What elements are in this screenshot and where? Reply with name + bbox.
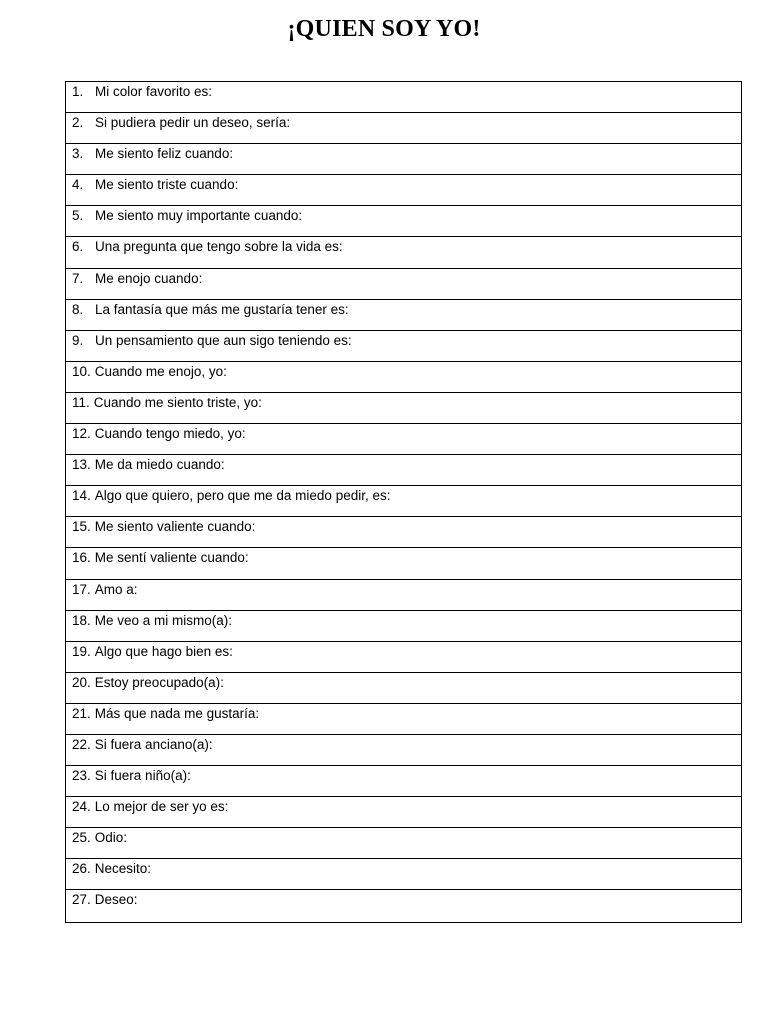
question-row[interactable] [66, 673, 741, 704]
question-text: Si fuera anciano(a): [94, 736, 213, 752]
question-number: 14. [72, 488, 91, 504]
question-text: Un pensamiento que aun sigo teniendo es: [95, 332, 352, 348]
question-text: Me siento valiente cuando: [94, 519, 256, 535]
question-text: Me siento triste cuando: [95, 177, 239, 193]
question-number: 21. [72, 705, 91, 721]
question-text: La fantasía que más me gustaría tener es: [95, 301, 349, 317]
question-row[interactable] [66, 828, 741, 859]
question-number: 4. [72, 177, 84, 193]
question-number: 11. [72, 394, 90, 410]
question-row[interactable] [66, 642, 741, 673]
question-text: Cuando me siento triste, yo: [93, 394, 262, 410]
question-number: 18. [72, 612, 91, 628]
question-text: Odio: [94, 830, 128, 846]
question-number: 3. [72, 146, 84, 162]
question-row[interactable] [66, 175, 741, 206]
question-text: Me siento muy importante cuando: [95, 208, 303, 224]
question-text: Me siento feliz cuando: [95, 146, 234, 162]
question-row[interactable] [66, 362, 741, 393]
question-row[interactable] [66, 797, 741, 828]
question-number: 25. [72, 830, 91, 846]
question-number: 13. [72, 457, 91, 473]
question-number: 12. [72, 426, 91, 442]
question-row[interactable] [66, 393, 741, 424]
question-text: Si pudiera pedir un deseo, sería: [95, 115, 291, 131]
question-text: Algo que hago bien es: [94, 643, 233, 659]
question-text: Mi color favorito es: [95, 84, 213, 99]
question-number: 24. [72, 799, 91, 815]
question-text: Me veo a mi mismo(a): [94, 612, 233, 628]
question-number: 2. [72, 115, 84, 131]
question-number: 1. [72, 84, 84, 99]
question-row[interactable] [66, 611, 741, 642]
question-row[interactable] [66, 206, 741, 237]
question-number: 19. [72, 643, 91, 659]
question-row[interactable] [66, 548, 741, 579]
question-text: Más que nada me gustaría: [94, 705, 260, 721]
question-row[interactable] [66, 237, 741, 268]
question-text: Me enojo cuando: [95, 270, 203, 286]
question-row[interactable] [66, 300, 741, 331]
question-text: Deseo: [94, 892, 138, 908]
question-number: 20. [72, 674, 91, 690]
question-row[interactable] [66, 455, 741, 486]
question-text: Si fuera niño(a): [94, 768, 191, 784]
question-text: Una pregunta que tengo sobre la vida es: [95, 239, 343, 255]
question-text: Lo mejor de ser yo es: [94, 799, 229, 815]
question-text: Me sentí valiente cuando: [94, 550, 249, 566]
question-number: 22. [72, 736, 91, 752]
question-row[interactable] [66, 859, 741, 890]
question-text: Cuando tengo miedo, yo: [94, 426, 246, 442]
question-number: 26. [72, 861, 91, 877]
question-row[interactable] [66, 331, 741, 362]
page-title: ¡QUIEN SOY YO! [287, 16, 481, 42]
question-number: 15. [72, 519, 91, 535]
question-number: 7. [72, 270, 84, 286]
question-number: 6. [72, 239, 84, 255]
question-row[interactable] [66, 766, 741, 797]
question-number: 8. [72, 301, 84, 317]
question-row[interactable] [66, 735, 741, 766]
question-text: Algo que quiero, pero que me da miedo pedir, es: [94, 488, 391, 504]
question-number: 10. [72, 363, 91, 379]
question-row[interactable] [66, 113, 741, 144]
question-text: Necesito: [94, 861, 152, 877]
question-row[interactable] [66, 144, 741, 175]
question-row[interactable] [66, 269, 741, 300]
question-row[interactable] [66, 486, 741, 517]
question-text: Estoy preocupado(a): [94, 674, 224, 690]
question-text: Amo a: [94, 581, 138, 597]
question-text: Me da miedo cuando: [94, 457, 225, 473]
question-table [65, 81, 742, 923]
question-number: 23. [72, 768, 91, 784]
question-number: 9. [72, 332, 84, 348]
question-row[interactable] [66, 580, 741, 611]
question-row[interactable] [66, 424, 741, 455]
question-number: 16. [72, 550, 91, 566]
question-text: Cuando me enojo, yo: [94, 363, 227, 379]
question-row[interactable] [66, 517, 741, 548]
question-row[interactable] [66, 704, 741, 735]
question-number: 17. [72, 581, 91, 597]
question-row[interactable] [66, 890, 741, 921]
question-number: 27. [72, 892, 91, 908]
question-number: 5. [72, 208, 84, 224]
question-row[interactable] [66, 82, 741, 113]
